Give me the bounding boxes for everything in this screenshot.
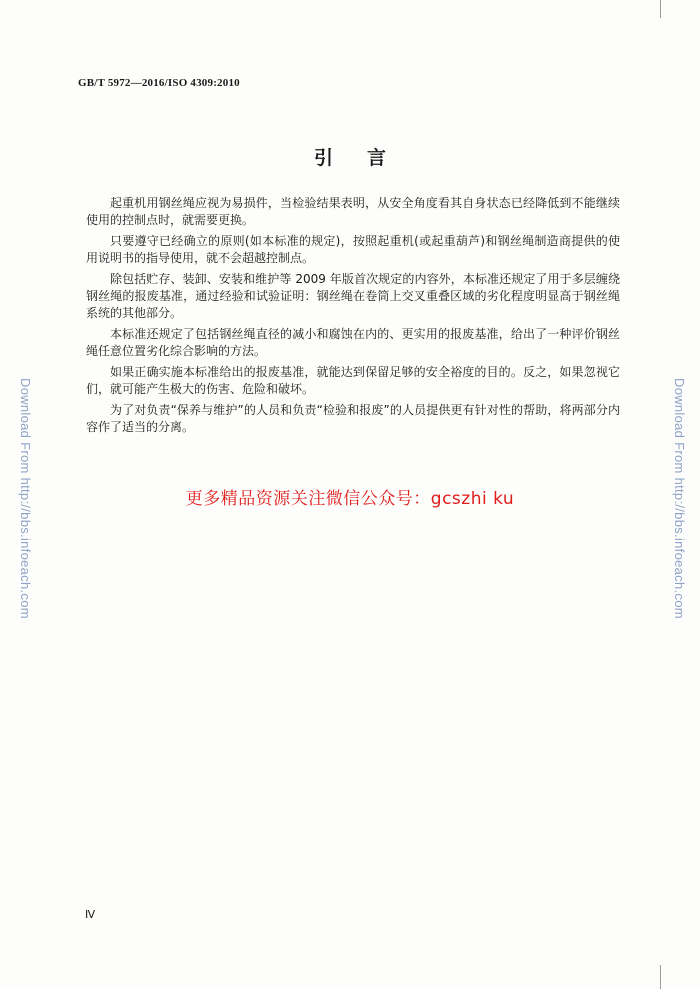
paragraph: 除包括贮存、装卸、安装和维护等 2009 年版首次规定的内容外，本标准还规定了用于多层缠绕钢丝绳的报废基准，通过经验和试验证明：钢丝绳在卷筒上交叉重叠区域的劣化程度明显高于钢丝绳系统的其他部分。	[86, 272, 620, 320]
paragraph: 只要遵守已经确立的原则(如本标准的规定)，按照起重机(或起重葫芦)和钢丝绳制造商提供的使用说明书的指导使用，就不会超越控制点。	[86, 234, 620, 265]
page-number: Ⅳ	[85, 909, 96, 921]
promo-banner: 更多精品资源关注微信公众号：gcszhi ku	[185, 489, 515, 509]
page-title: 引言	[313, 147, 420, 169]
watermark-left: Download From http://bbs.infoeach.com	[18, 378, 33, 619]
scan-edge-mark-bottom	[660, 965, 661, 989]
document-body	[86, 195, 620, 440]
paragraph: 起重机用钢丝绳应视为易损件，当检验结果表明，从安全角度看其自身状态已经降低到不能继续使用的控制点时，就需要更换。	[86, 196, 620, 227]
watermark-right: Download From http://bbs.infoeach.com	[672, 378, 687, 619]
paragraph: 为了对负责“保养与维护”的人员和负责“检验和报废”的人员提供更有针对性的帮助，将两部分内容作了适当的分离。	[86, 403, 620, 434]
paragraph: 本标准还规定了包括钢丝绳直径的减小和腐蚀在内的、更实用的报废基准，给出了一种评价钢丝绳任意位置劣化综合影响的方法。	[86, 327, 620, 358]
standard-code: GB/T 5972—2016/ISO 4309:2010	[78, 77, 240, 89]
scan-edge-mark-top	[660, 0, 661, 18]
paragraph: 如果正确实施本标准给出的报废基准，就能达到保留足够的安全裕度的目的。反之，如果忽视它们，就可能产生极大的伤害、危险和破坏。	[86, 365, 620, 396]
